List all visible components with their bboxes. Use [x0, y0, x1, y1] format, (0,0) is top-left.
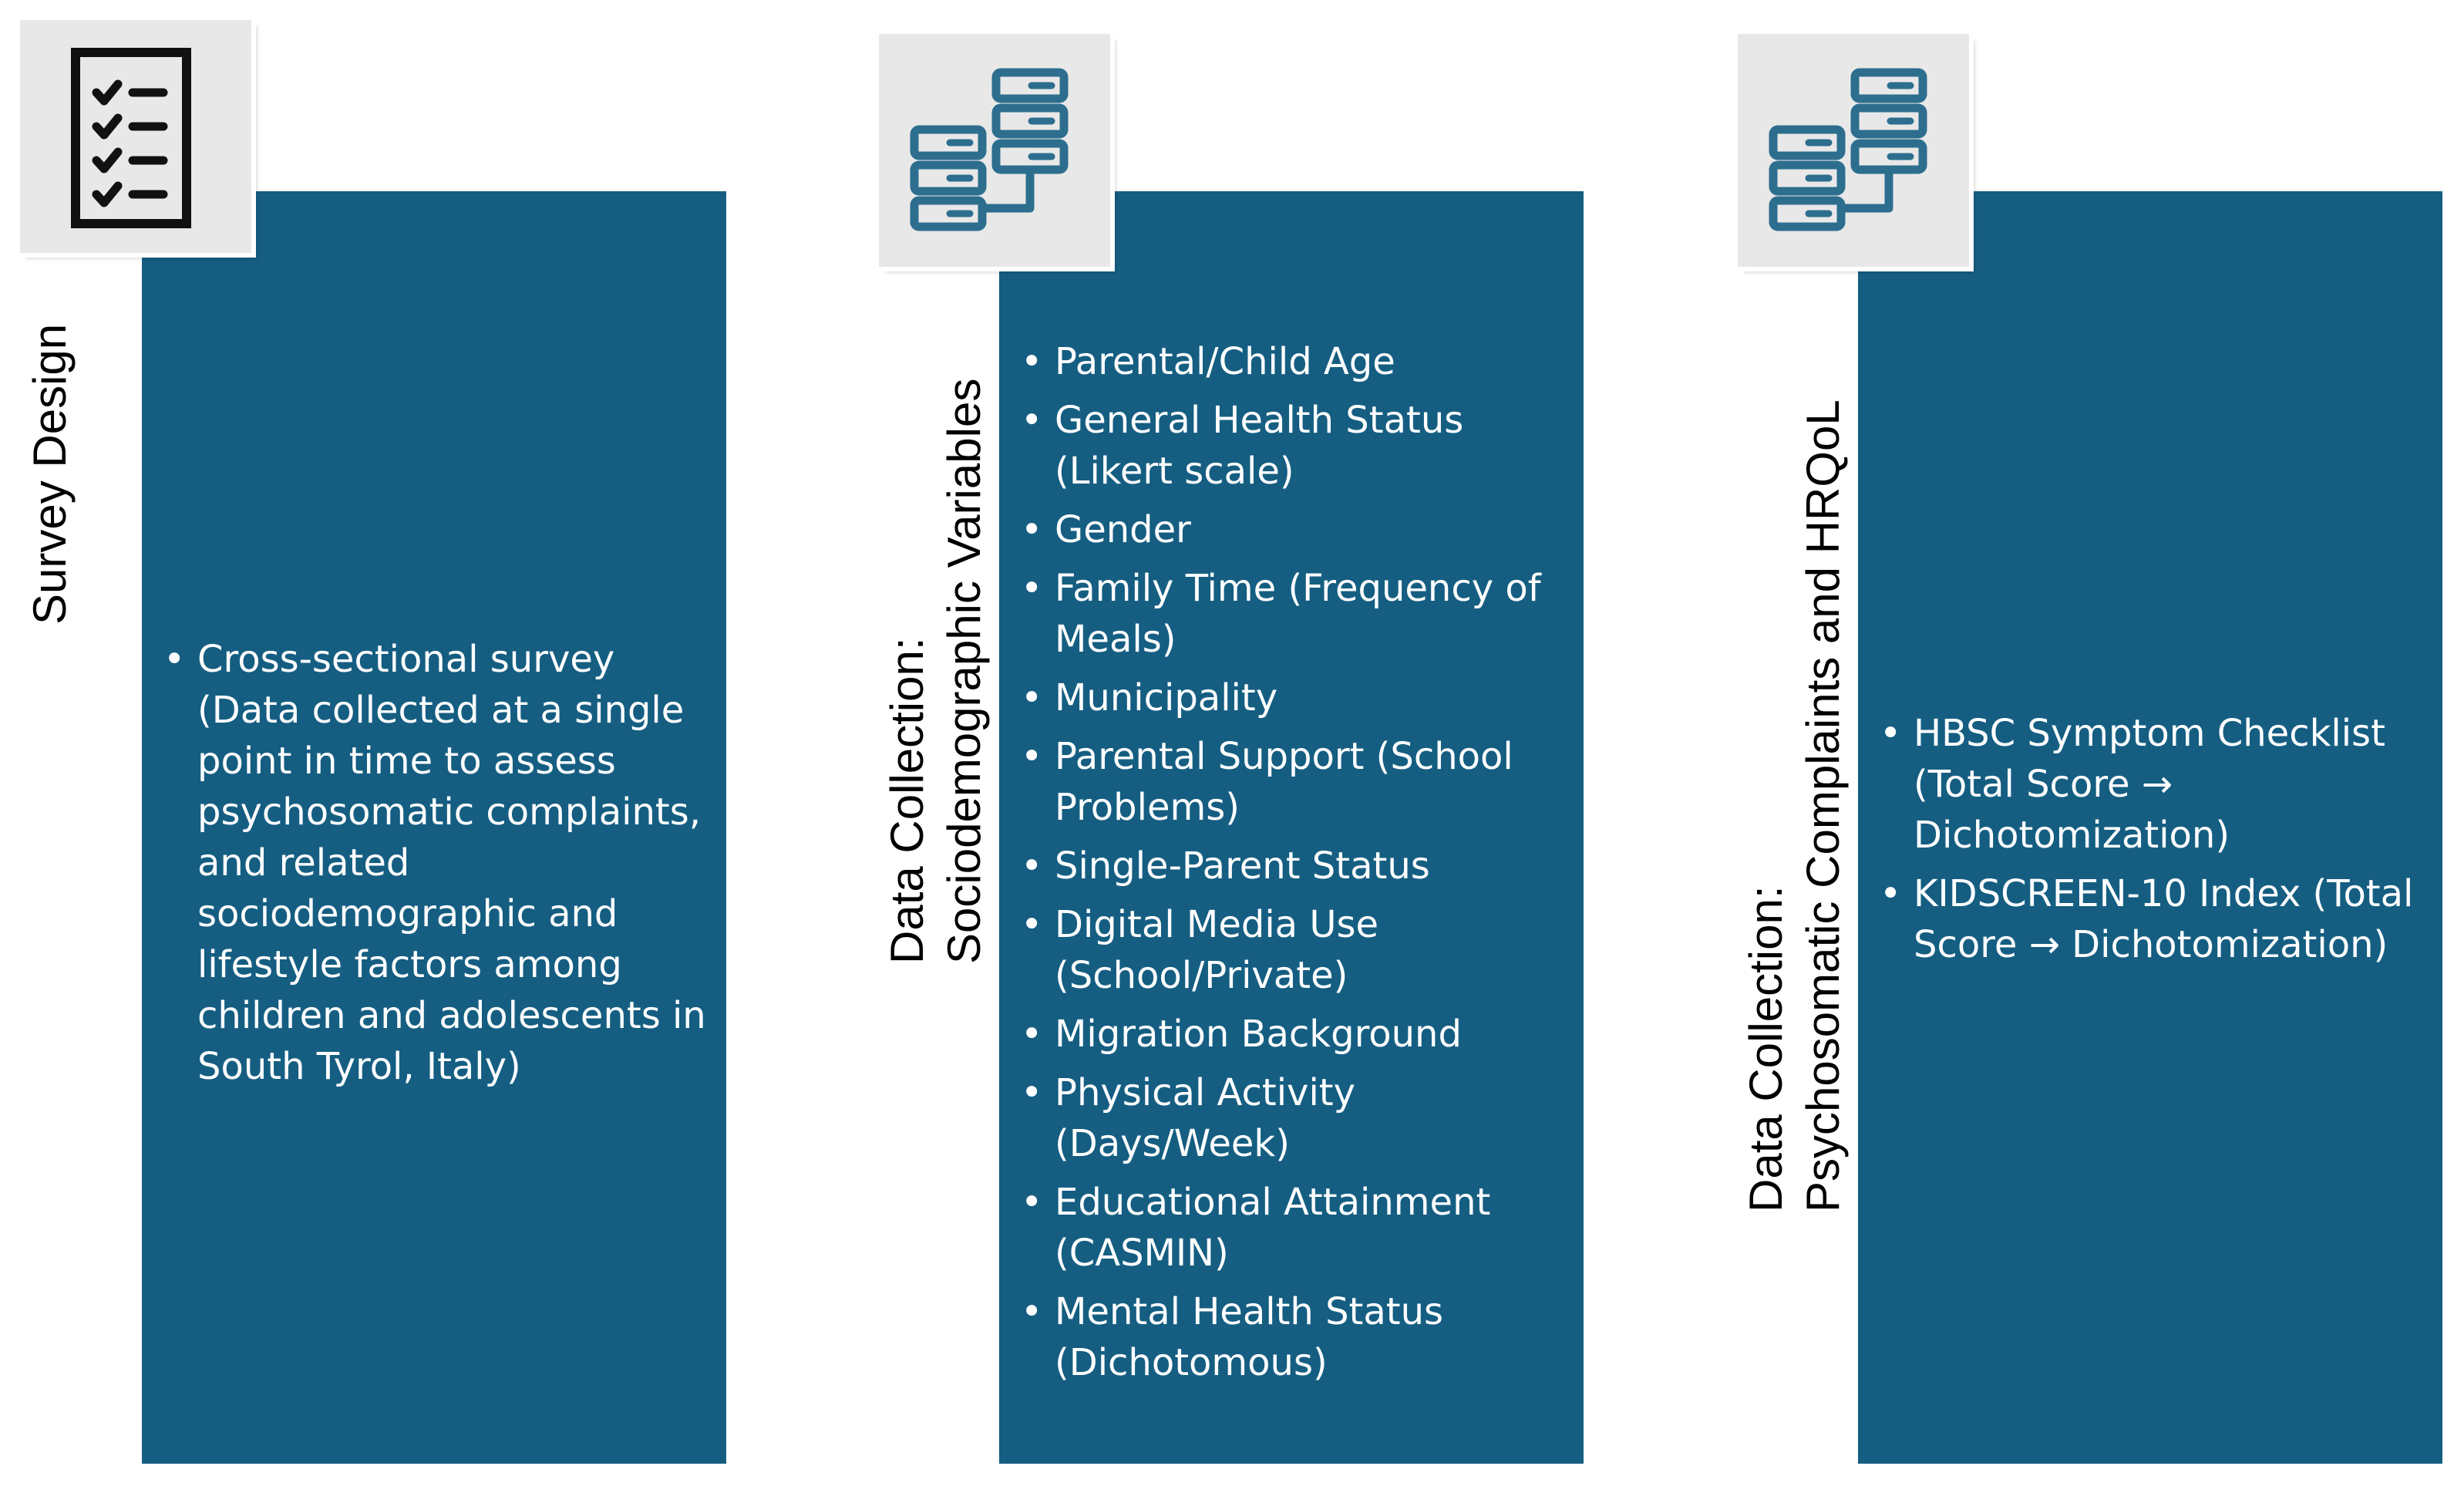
sociodemographic-icon-box: [879, 34, 1110, 267]
list-item: • Family Time (Frequency of Meals): [1021, 563, 1576, 665]
sociodemographic-label-line-1: Data Collection:: [881, 637, 933, 964]
list-item: • Mental Health Status (Dichotomous): [1021, 1286, 1576, 1388]
server-database-icon: [1738, 34, 1969, 267]
list-item: • Digital Media Use (School/Private): [1021, 899, 1576, 1001]
survey-design-list: [163, 634, 709, 1100]
list-item: • Gender: [1021, 504, 1576, 555]
survey-design-icon-box: [20, 20, 251, 253]
list-item: • Educational Attainment (CASMIN): [1021, 1177, 1576, 1279]
list-item: • General Health Status (Likert scale): [1021, 395, 1576, 497]
survey-design-label: [22, 278, 79, 625]
list-item: • Municipality: [1021, 672, 1576, 723]
list-item: • Physical Activity (Days/Week): [1021, 1067, 1576, 1169]
list-item: • HBSC Symptom Checklist (Total Score → Dichotomization): [1880, 708, 2435, 861]
survey-design-label-line-1: Survey Design: [24, 323, 76, 625]
list-item: • Cross-sectional survey (Data collected at a single point in time to assess psychosomatic complaints, and related sociodemographic and lifestyle factors among children and adolescents in South Tyrol, Italy): [163, 634, 709, 1092]
psychosomatic-label-line-1: Data Collection:: [1740, 885, 1792, 1212]
psychosomatic-list: [1880, 708, 2435, 978]
server-database-icon: [879, 34, 1110, 267]
psychosomatic-label: [1738, 256, 1852, 1212]
sociodemographic-label-line-2: Sociodemographic Variables: [938, 378, 990, 964]
list-item: • KIDSCREEN-10 Index (Total Score → Dichotomization): [1880, 868, 2435, 970]
sociodemographic-label: [879, 270, 993, 964]
list-item: • Single-Parent Status: [1021, 841, 1576, 891]
sociodemographic-list: [1021, 336, 1576, 1396]
checklist-icon: [20, 20, 251, 253]
list-item: • Parental Support (School Problems): [1021, 731, 1576, 833]
list-item: • Migration Background: [1021, 1009, 1576, 1060]
psychosomatic-icon-box: [1738, 34, 1969, 267]
list-item: • Parental/Child Age: [1021, 336, 1576, 387]
psychosomatic-label-line-2: Psychosomatic Complaints and HRQoL: [1797, 399, 1849, 1212]
